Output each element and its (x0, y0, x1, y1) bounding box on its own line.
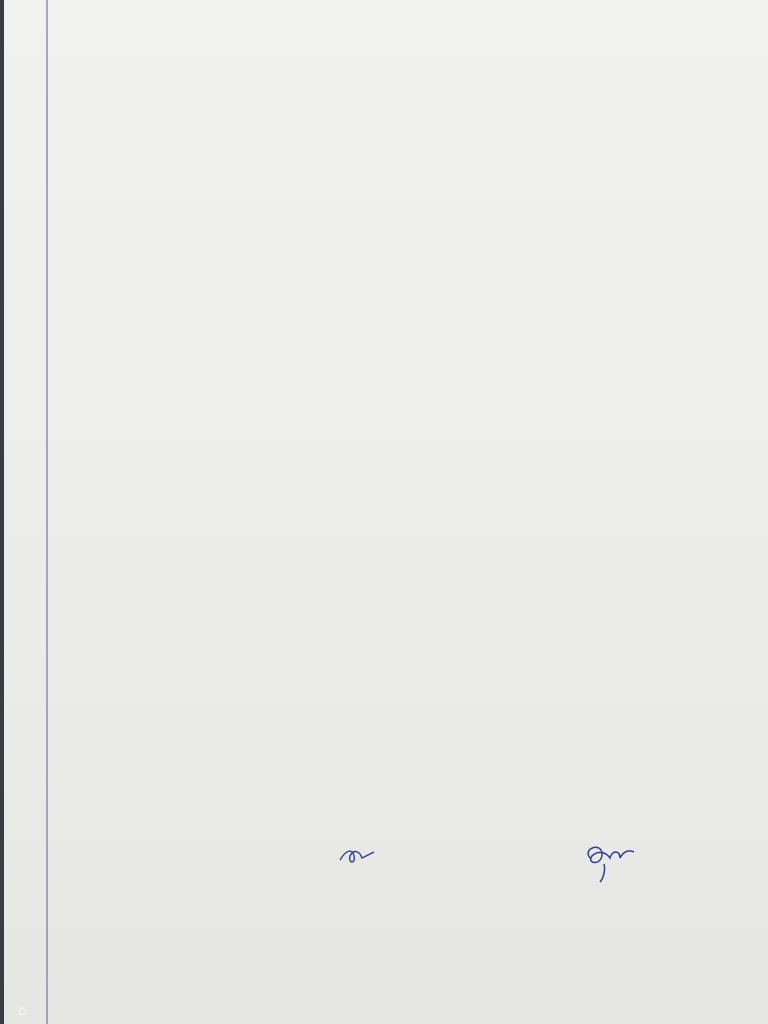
domclick-logo-icon: ⌂ (18, 1002, 27, 1018)
watermark (18, 1002, 30, 1018)
performer-signature (334, 844, 384, 868)
checker-signature (580, 840, 640, 884)
